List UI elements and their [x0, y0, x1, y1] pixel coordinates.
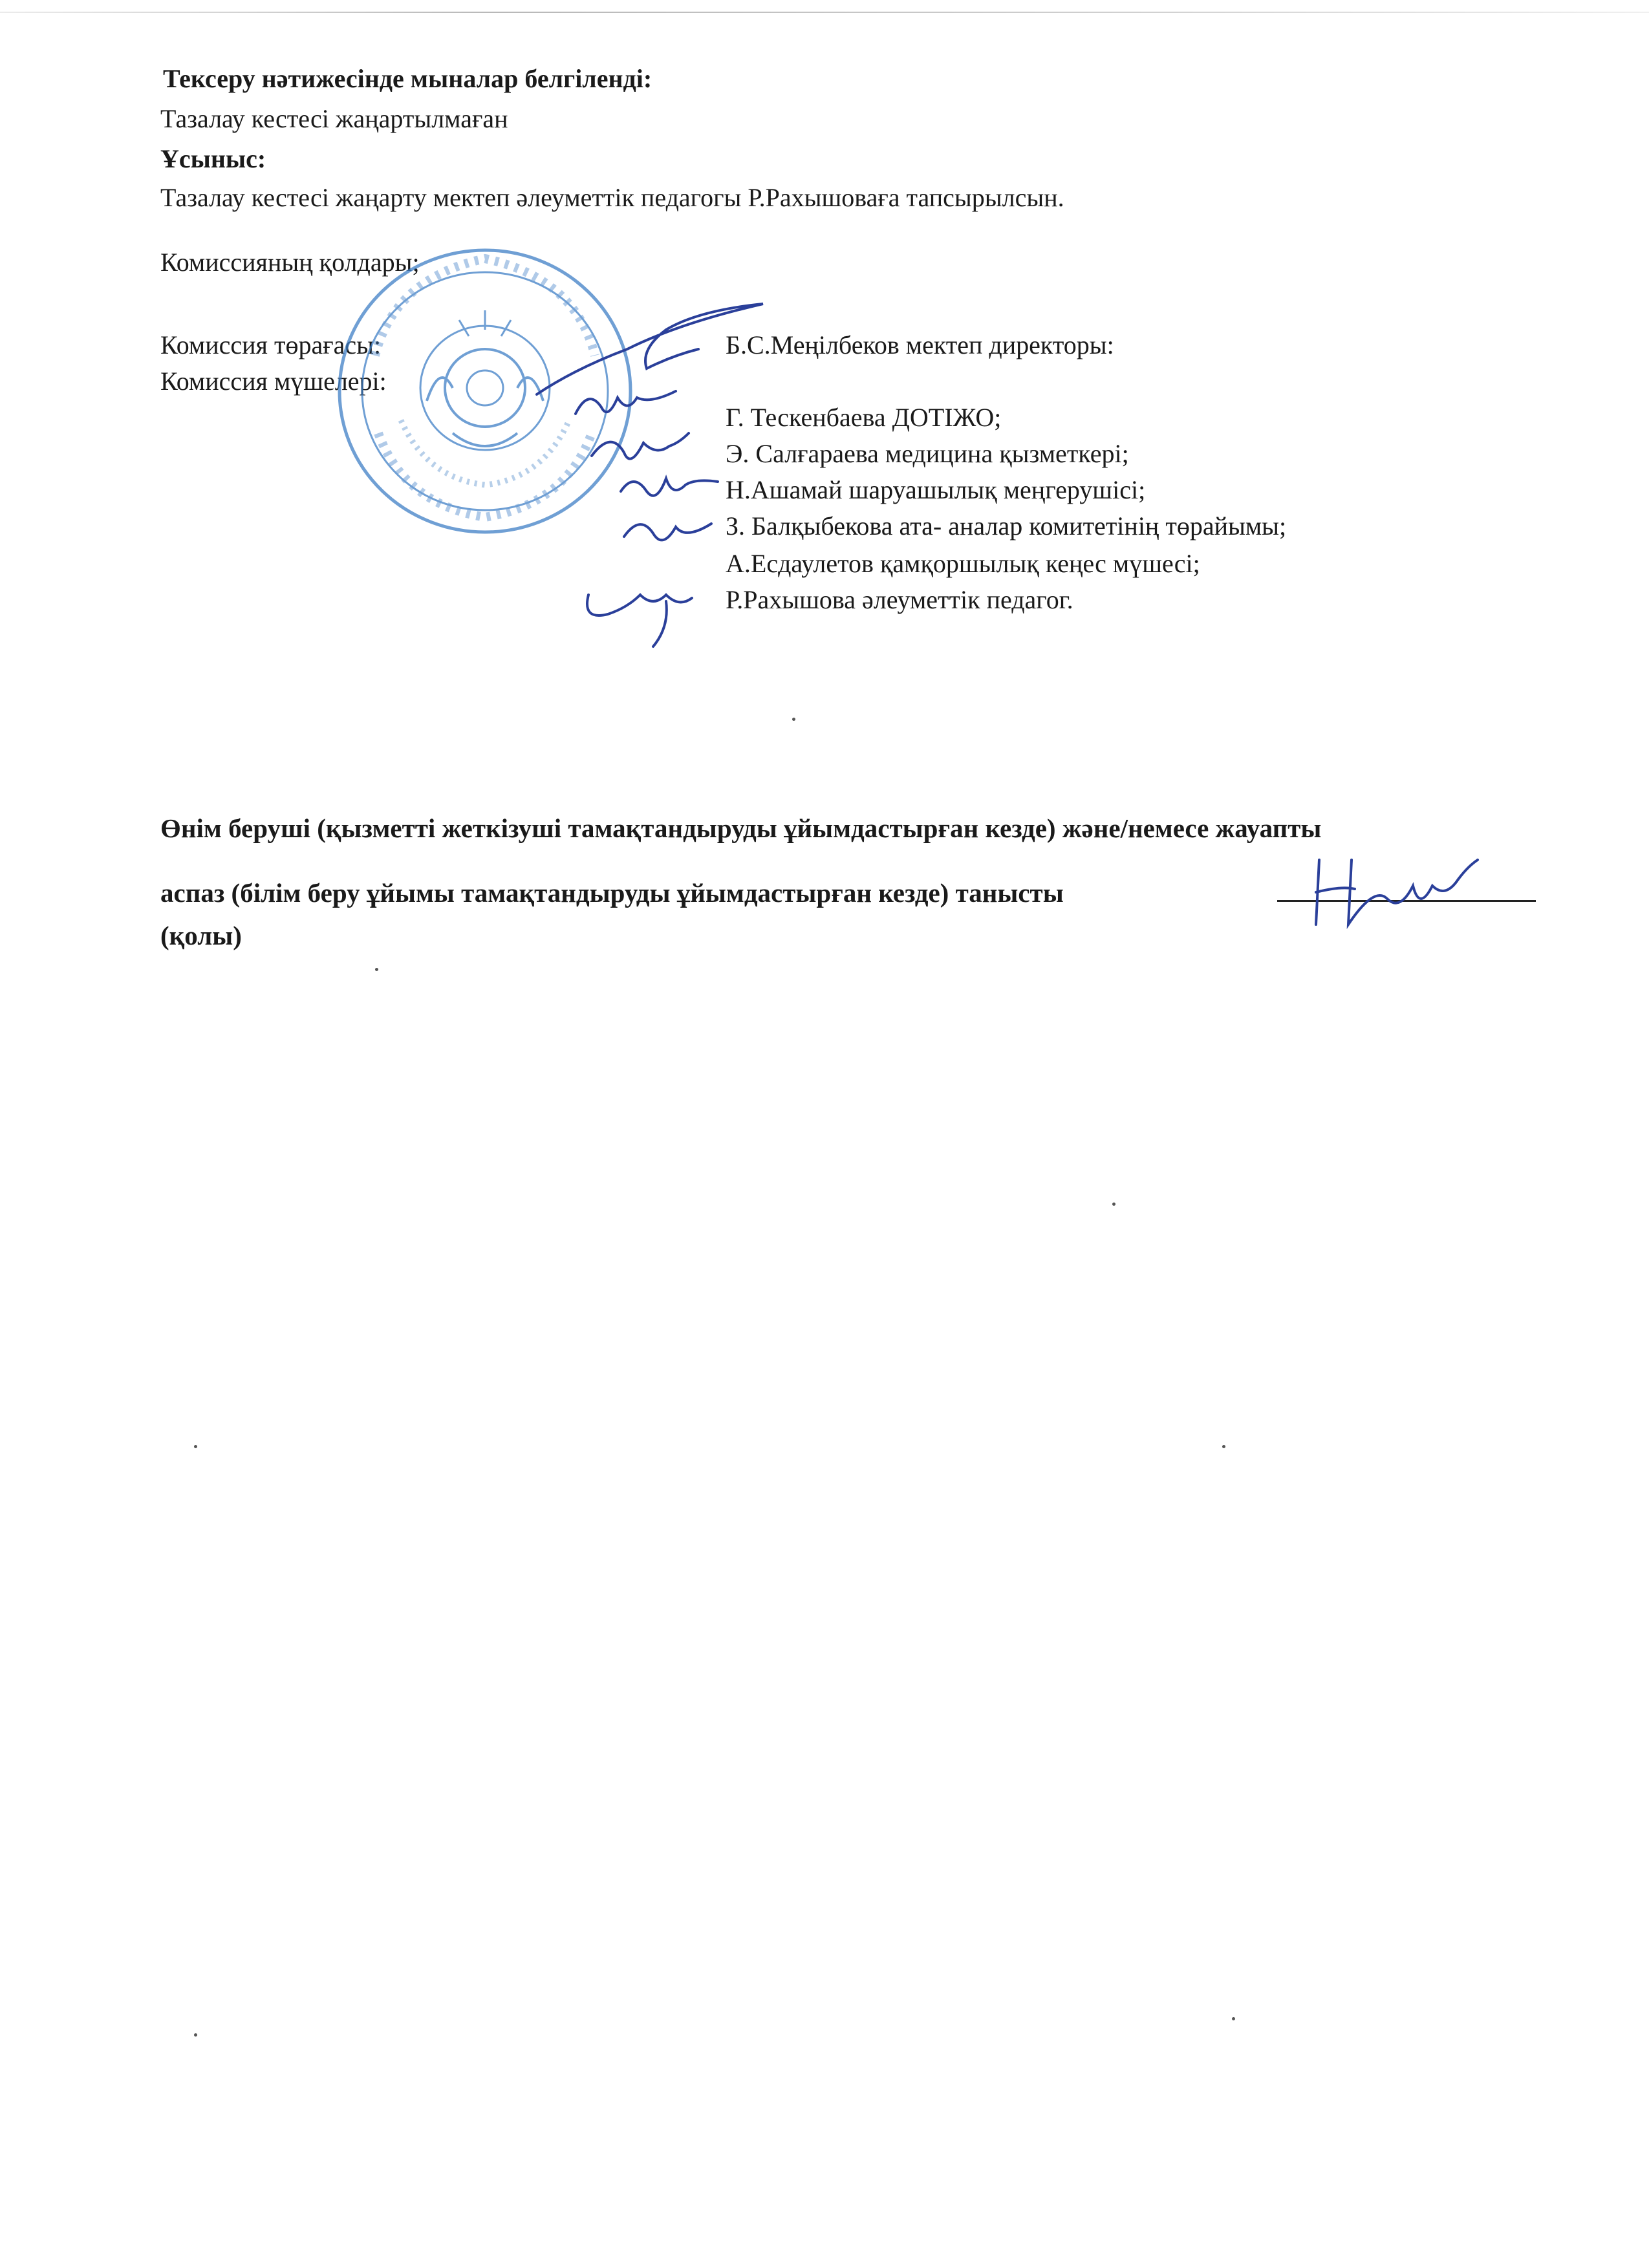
member-signature-4 — [614, 511, 718, 556]
scan-speck — [194, 1445, 197, 1448]
member-signature-5 — [576, 556, 724, 653]
member-signature-3 — [614, 465, 724, 511]
findings-text: Тазалау кестесі жаңартылмаған — [160, 104, 508, 133]
scan-speck — [792, 718, 795, 721]
findings-heading: Тексеру нәтижесінде мыналар белгіленді: — [163, 64, 652, 93]
commission-member: Г. Тескенбаева ДОТІЖО; — [726, 403, 1002, 432]
scan-speck — [375, 968, 378, 971]
acknowledgement-signature — [1306, 847, 1500, 944]
commission-chair-value: Б.С.Меңілбеков мектеп директоры: — [726, 330, 1114, 359]
scan-speck — [1232, 2017, 1235, 2020]
commission-chair-label: Комиссия төрағасы: — [160, 330, 382, 359]
commission-signatures-label: Комиссияның қолдары; — [160, 248, 420, 277]
commission-member: Н.Ашамай шаруашылық меңгерушісі; — [726, 475, 1146, 504]
commission-member: З. Балқыбекова ата- аналар комитетінің төрайымы; — [726, 511, 1287, 540]
scan-speck — [194, 2033, 197, 2037]
acknowledgement-line-2: аспаз (білім беру ұйымы тамақтандыруды ұйымдастырған кезде) танысты — [160, 878, 1064, 908]
commission-member: Р.Рахышова әлеуметтік педагог. — [726, 585, 1073, 614]
acknowledgement-line-1: Өнім беруші (қызметті жеткізуші тамақтандыруды ұйымдастырған кезде) және/немесе жауапты — [160, 813, 1322, 843]
scan-speck — [1222, 1445, 1225, 1448]
recommendation-heading: Ұсыныс: — [160, 144, 266, 173]
commission-member: Э. Салғараева медицина қызметкері; — [726, 439, 1129, 468]
recommendation-text: Тазалау кестесі жаңарту мектеп әлеуметтік педагогы Р.Рахышоваға тапсырылсын. — [160, 183, 1064, 212]
commission-members-label: Комиссия мүшелері: — [160, 367, 387, 396]
scan-top-edge — [0, 12, 1649, 13]
scan-speck — [1112, 1203, 1116, 1206]
member-signature-1 — [569, 381, 692, 427]
acknowledgement-signature-label: (қолы) — [160, 921, 242, 950]
commission-member: А.Есдаулетов қамқоршылық кеңес мүшесі; — [726, 549, 1200, 578]
